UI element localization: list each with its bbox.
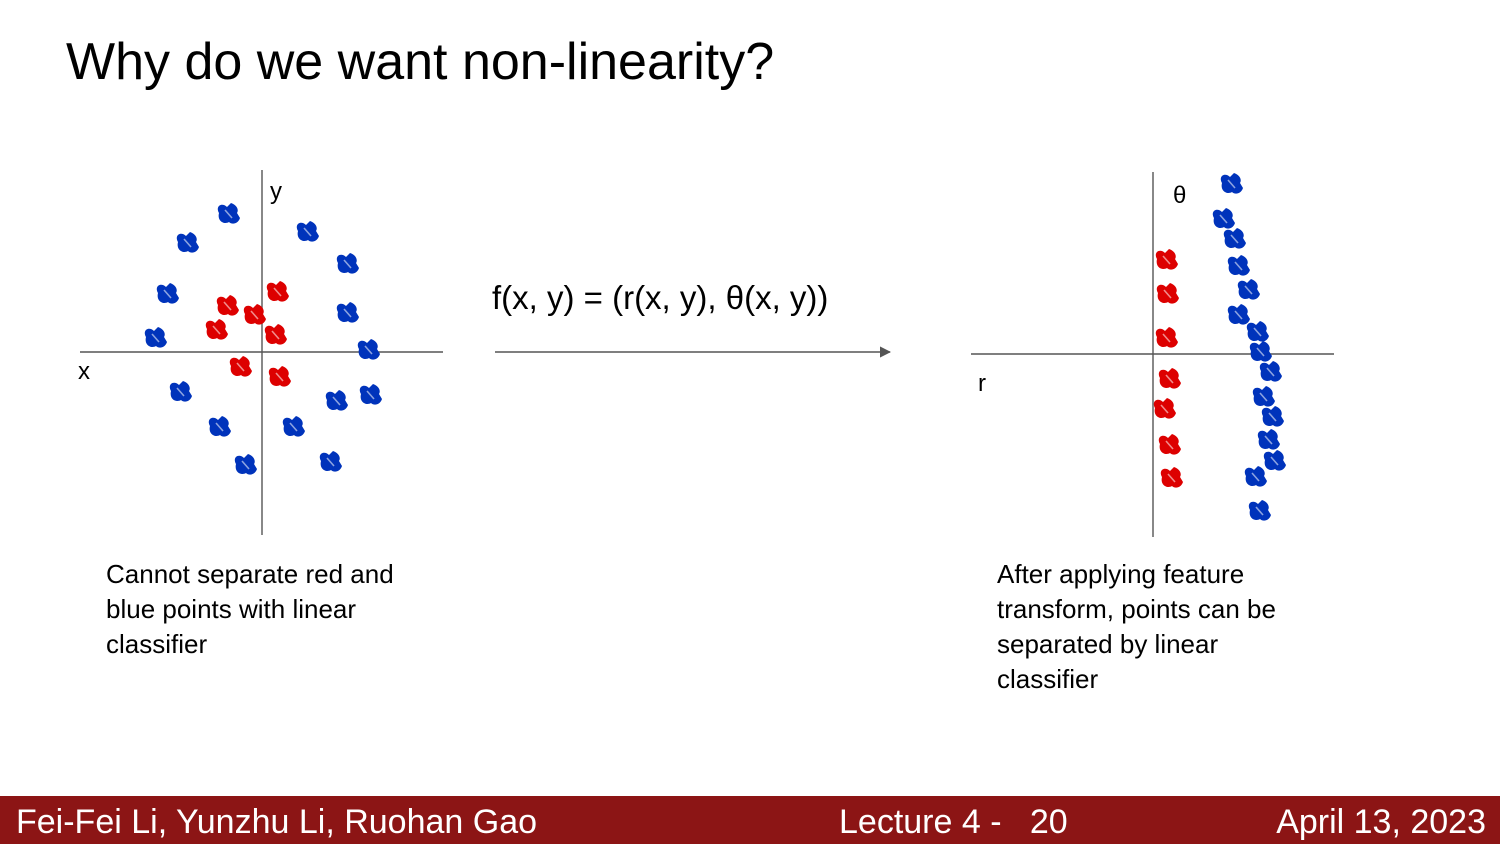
blue-point [209, 416, 231, 437]
red-point [1159, 368, 1181, 389]
red-point [217, 295, 239, 316]
blue-point [1249, 500, 1271, 521]
right-x-label: r [978, 370, 986, 397]
transform-formula: f(x, y) = (r(x, y), θ(x, y)) [492, 279, 829, 316]
blue-point [1221, 173, 1243, 194]
red-point [1159, 434, 1181, 455]
blue-point [235, 454, 257, 475]
red-point [1154, 398, 1176, 419]
blue-point [1260, 361, 1282, 382]
blue-point [283, 416, 305, 437]
blue-point [170, 381, 192, 402]
right-y-label: θ [1173, 182, 1187, 209]
footer-bar [0, 796, 1500, 844]
blue-point [1258, 429, 1280, 450]
left-caption: Cannot separate red and blue points with linear classifier [106, 559, 394, 659]
blue-point [1253, 386, 1275, 407]
red-point [265, 324, 287, 345]
slide-title: Why do we want non-linearity? [66, 33, 775, 91]
red-point [206, 319, 228, 340]
blue-point [1238, 279, 1260, 300]
red-point [1161, 467, 1183, 488]
footer-authors: Fei-Fei Li, Yunzhu Li, Ruohan Gao [16, 803, 538, 841]
blue-point [157, 283, 179, 304]
blue-point [320, 451, 342, 472]
red-point [1156, 249, 1178, 270]
blue-point [337, 253, 359, 274]
left-x-label: x [78, 358, 90, 385]
blue-point [1264, 450, 1286, 471]
red-point [269, 366, 291, 387]
blue-point [326, 390, 348, 411]
red-point [1156, 327, 1178, 348]
right-caption: After applying feature transform, points can be separated by linear classifier [997, 559, 1276, 694]
red-point [230, 356, 252, 377]
blue-point [297, 221, 319, 242]
blue-point [1228, 304, 1250, 325]
blue-point [1224, 228, 1246, 249]
footer-date: April 13, 2023 [1276, 803, 1486, 841]
blue-point [177, 232, 199, 253]
red-point [267, 281, 289, 302]
blue-point [337, 302, 359, 323]
blue-point [145, 327, 167, 348]
blue-point [1228, 255, 1250, 276]
blue-point [358, 339, 380, 360]
blue-point [1262, 406, 1284, 427]
left-y-label: y [270, 178, 282, 205]
footer-lecture: Lecture 4 - 20 [839, 803, 1068, 841]
blue-point [1250, 341, 1272, 362]
blue-point [360, 384, 382, 405]
blue-point [1247, 321, 1269, 342]
red-point [1157, 283, 1179, 304]
blue-point [1213, 208, 1235, 229]
blue-point [218, 203, 240, 224]
blue-point [1245, 466, 1267, 487]
